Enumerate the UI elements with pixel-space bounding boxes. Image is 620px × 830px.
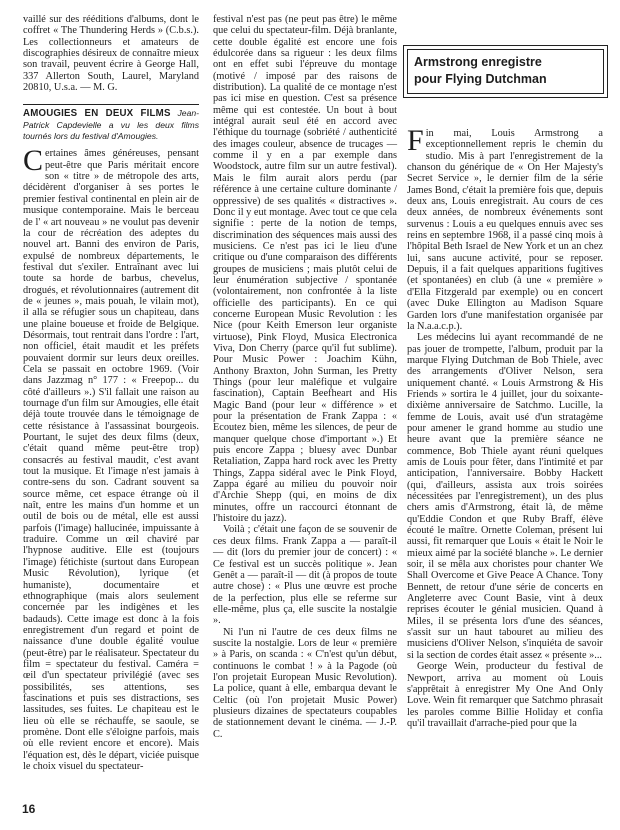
article-continuation: vaillé sur des rééditions d'albums, dont le coffret « The Thundering Herds » (C.b.s.). Les collectionneurs et amateurs de discographies désireux de connaître mieux son travail, peuvent écrire à George Hall, 337 Allerton South, Laurel, Maryland 20810, U.s.a. — M. G.: [23, 14, 199, 94]
news-box-title-line: Armstrong enregistre: [414, 55, 542, 69]
news-box-header: [407, 49, 604, 94]
news-box-frame: [403, 45, 608, 98]
page-number: 16: [22, 802, 36, 816]
section-title: AMOUGIES EN DEUX FILMS: [23, 108, 171, 120]
column-1: [23, 14, 199, 772]
article-paragraph: Les médecins lui ayant recommandé de ne pas jouer de trompette, l'album, produit par la marque Flying Dutchman de Bob Thiele, avec des arrangements d'Oliver Nelson, sera uniquement chanté. « Louis Armstrong & His Friends » sortira le 4 juillet, jour du soixante-dixième anniversaire de Satchmo. Lucille, la femme de Louis, avait usé d'un stratagème pour amener le grand homme au studio une heure avant que la première séance ne commence, Bob Thiele ayant réuni quelques amis de Louis pour fêter, dans l'intimité et par anticipation, l'anniversaire. Bobby Hackett (qui, d'ailleurs, assista aux trois soirées nécessitées par l'enregistrement), un des plus chers amis d'Armstrong, était là, de même qu'Eddie Condon et que Ruby Braff, élève écouté le maître. Ornette Coleman, présent lui aussi, fit remarquer que Louis « était le Noir le mieux aimé par la société blanche ». Le dernier soir, il se mêla aux choristes pour chanter We Shall Overcome et Give Peace A Chance. Tony Bennett, de retour d'une série de concerts en Angleterre avec Count Basie, vint à deux reprises écouter le génial musicien. Quand à Miles, il se présenta lors d'une des séances, s'assit sur un haut tabouret au milieu des musiciens d'Oliver Nelson, s'inquiéta de savoir si la section de cordes était assez « présente »...: [407, 332, 603, 661]
article-paragraph: George Wein, producteur du festival de Newport, arriva au moment où Louis s'apprêtait à enregistrer My One And Only Love. Wein fit remarquer que Satchmo phrasait les paroles comme Billie Holiday et confia qu'il travaillait d'arrache-pied pour que la: [407, 661, 603, 729]
article-paragraph: Voilà ; c'était une façon de se souvenir de ces deux films. Frank Zappa a — paraît-il — dit (lors du premier jour de concert) : « Ce festival est un succès politique ». Jean Genêt a — paraît-il — dit (à propos de toute autre chose) : « Plus une œuvre est proche de la perfection, plus elle se referme sur elle-même, plus ça, elle suscite la nostalgie ».: [213, 524, 397, 627]
article-paragraph: Fin mai, Louis Armstrong a exceptionnellement repris le chemin du studio. Mis à part l'enregistrement de la chanson du générique de « On Her Majesty's Secret Service », le dernier film de la série James Bond, c'était la première fois que, depuis deux ans, Louis enregistrait. Au cours de ces deux années, de nombreux événements sont survenus : Louis a eu quelques ennuis avec ses reins en septembre 1968, il a passé cinq mois à l'hôpital Beth Israel de New York et un an chez lui, sans aucune activité, pour se reposer. Depuis, il a fait quelques apparitions fugitives (et spontanées) en club (à une « première » d'Ella Fitzgerald par exemple) ou en concert (avec Duke Ellington au Madison Square Garden lors d'une manifestation organisée par la N.a.a.c.p.).: [407, 124, 604, 332]
article-paragraph: Ni l'un ni l'autre de ces deux films ne suscite la nostalgie. Lors de leur « première » à Paris, on scanda : « C'n'est qu'un début, continuons le combat ! » à la Pagode (où l'on projetait European Music Revolution). La police, quant à elle, embarqua devant le Celtic (où l'on projetait Music Power) plusieurs dizaines de spectateurs coupables de stationnement devant le cinéma. — J.-P. C.: [213, 626, 397, 740]
article-paragraph: Certaines âmes généreuses, pensant peut-être que Paris méritait encore son « titre » de métropole des arts, décidèrent d'organiser à ses portes le premier festival continental en plein air de musique contemporaine. Mais le berceau de l' « art nouveau » ne voulut pas devenir la cour de récréation des adeptes du nouvel art. Banni des environ de Paris, expulsé de nombreux départements, le festival dut s'exiler. Entraînant avec lui toute sa horde de barbus, chevelus, drogués, et révolutionnaires (autrement dit de « jeunes », mais pouah, le vilain mot), il alla se réfugier sous un chapiteau, dans une plaine boueuse et froide de Belgique. Désormais, tout rentrait dans l'ordre : l'art, non officiel, était maudit et les préfets pouvaient dormir sur leurs deux oreilles. Cela se passait en octobre 1969. (Voir dans Jazzmag n° 177 : « Freepop... du côté d'ailleurs ».) S'il fallait une raison au tournage d'un film sur Amougies, elle était déjà toute trouvée dans le témoignage de cette résistance à l'assassinat bourgeois. Pourtant, le sujet des deux films (deux, c'était quand même peut-être trop) consacrés au festival maudit, c'est avant tout la musique. Et l'image n'est jamais à contre-sens du son. Cadrant souvent sa source même, cet espace étrange où il naît, entre les mains d'un homme et un outil de bois ou de métal, elle est aussi parfois (l'image) hallucinée, impuissante à traduire. Comme un œil chaviré par l'hypnose auditive. Elle est (toujours l'image) fétichiste (surtout dans European Music Révolution), lyrique (et humaniste), documentaire et ethnographique (mais alors seulement concernée par les indigènes et les badauds). Cette image est donc à la fois enregistrement d'un regard et point de naissance d'une double égalité voulue (peut-être) par le réalisateur. Spectateur du film = spectateur du festival. Caméra = œil d'un spectateur privilégié (avec ses possibilités, ses attentions, ses fascinations et puis ses distractions, ses lassitudes, ses fuites. Le chapiteau est le lieu où elle se réchauffe, se saoule, se promène. Dont elle s'éloigne parfois, mais où elle revient encore et encore). Mais l'équation est, dès le départ, viciée puisque le choix visuel du spectateur-: [23, 144, 199, 772]
news-box-title-line: pour Flying Dutchman: [414, 72, 547, 86]
news-box-title: [414, 54, 597, 88]
column-2: [213, 14, 397, 740]
section-credit: Jean-Patrick Capdevielle a vu les deux films tournés lors du festival d'Amougies.: [23, 108, 199, 142]
article-paragraph: festival n'est pas (ne peut pas être) le même que celui du spectateur-film. Déjà branlante, cette double égalité est encore une fois édulcorée dans sa rigueur : les deux films ont en effet subi l'épreuve du montage (motivé / imposé par des raisons de distribution). La qualité de ce montage n'est pas ici mise en question. C'est sa présence même qui est contestée. Un bout à bout intégral aurait seul été en accord avec l'éthique du tournage (sobriété / authenticité des images couleur, absence de trucages — comme il y en a par exemple dans Woodstock, autre film sur un autre festival). Mais le film aurait alors perdu (par référence à une certaine culture dominante / oppressive) de ses qualités « distractives ». Donc il y eut montage. Avec tout ce que cela signifie : perte de la notion de temps, discrimination des séquences mais aussi des musiciens. Ce n'est pas ici le lieu d'une critique ou d'une comparaison des différents groupes de musiciens ; mais plutôt celui de leur énumération subjective / spontanée (volontairement, non confrontée à la liste officielle des participants). En ce qui concerne European Music Revolution : les Nice (pour Keith Emerson leur organiste virtuose), Pink Floyd, Musica Electronica Viva, Don Cherry (parce qu'il fut sublime). Pour Music Power : Joachim Kühn, Anthony Braxton, John Surman, les Pretty Things (pour leur maléfique et vulgaire fascination), Captain Beefheart and His Magic Band (pour leur « différence » et pour la présentation de Frank Zappa : « Ecoutez bien, même les silences, de peur de manquer quelque chose d'important ».) Et puis encore Zappa ; bluesy avec Dunbar Retaliation, Zappa hard rock avec les Pretty Things, Zappa sidéral avec le Pink Floyd, Zappa égaré au milieu du pouvoir noir d'Archie Shepp (qui, en moins de dix minutes, offre un raccourci étonnant de l'histoire du jazz).: [213, 14, 397, 525]
column-3: [407, 124, 604, 729]
section-header: [23, 104, 199, 142]
